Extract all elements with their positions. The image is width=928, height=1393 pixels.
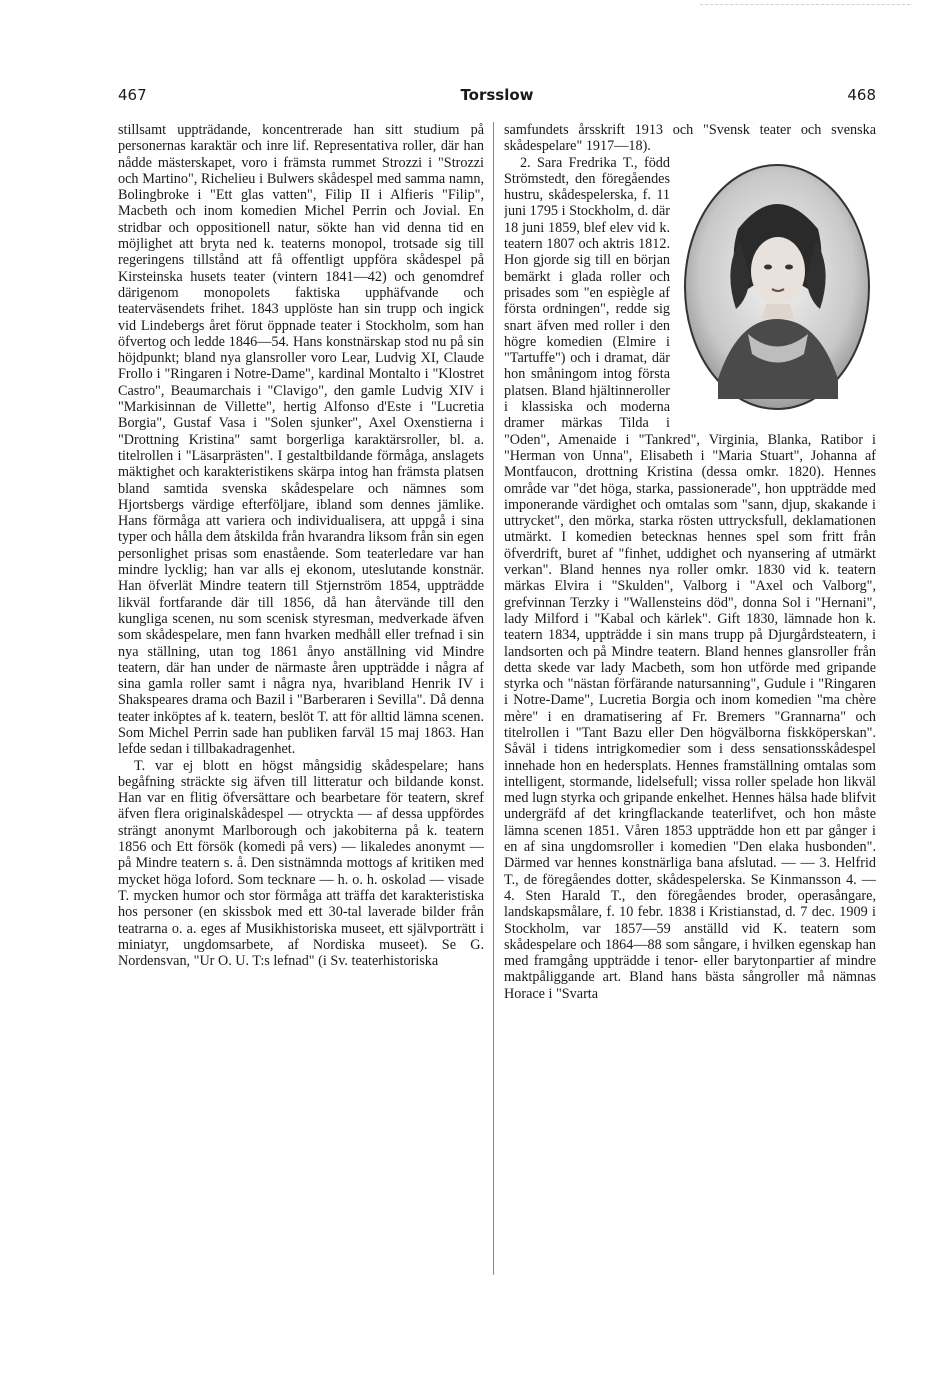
right-column — [504, 122, 876, 1282]
left-column — [118, 122, 484, 1282]
page-number-right: 468 — [847, 86, 876, 104]
page-number-left: 467 — [118, 86, 147, 104]
page-header — [118, 86, 876, 108]
left-paragraph-2: T. var ej blott en högst mångsidig skådespelare; hans begåfning sträckte sig äfven till litteratur och bildande konst. Han var en flitig öfversättare och bearbetare för teatern, skref äfven flera originalskådespel — otryckta — af dessa uppfördes strängt anonymt Marlborough och jakobiterna på k. teatern 1856 och Ett försök (komedi på vers) — likaledes anonymt — på Mindre teatern s. å. Den sistnämnda mottogs af kritiken med mycket höga loford. Som tecknare — h. o. h. oskolad — visade T. mycken humor och stor förmåga att träffa det karakteristiska hos personer (en skissbok med ett 30-tal laverade bilder från teatrarna o. a. eges af Musikhistoriska museet, ett självporträtt i miniatyr, ungdomsarbete, af Nordiska museet). Se G. Nordensvan, "Ur O. U. T:s lefnad" (i Sv. teaterhistoriska — [118, 757, 484, 970]
right-paragraph-1: samfundets årsskrift 1913 och "Svensk teater och svenska skådespelare" 1917—18). — [504, 122, 876, 155]
scan-edge-line — [700, 4, 910, 5]
right-paragraph-2: 2. Sara Fredrika T., född Strömstedt, den föregåendes hustru, skådespelerska, f. 11 juni 1795 i Stockholm, d. där 18 juni 1859, blef elev vid k. teatern 1807 och aktris 1812. Hon gjorde sig till en början bemärkt i glada roller och prisades som "en espiègle af första ordningen", redde sig snart äfven med roller i den högre komedien (Elmire i "Tartuffe") och i dramat, där hon småningom intog första platsen. Bland hjältinneroller i klassiska och moderna dramer märkas Tilda i "Oden", Amenaide i "Tankred", Virginia, Blanka, Ratibor i "Herman von Unna", Elisabeth i "Maria Stuart", Johanna af Montfaucon, drottning Kristina (dessa omkr. 1820). Hennes område var "det höga, starka, passionerade", hon uppträdde med imponerande värdighet och omtalas som "sann, djup, skakande i uttrycket", den mörka, starka rösten uttrycksfull, deklamationen utmärkt. I komedien betecknas hennes spel som fritt från öfverdrift, buret af "finhet, uddighet och nyansering af utmärkt verkan". Bland hennes nya roller omkr. 1830 vid k. teatern märkas Elvira i "Skulden", Valborg i "Axel och Valborg", grefvinnan Terzky i "Wallensteins död", donna Sol i "Hernani", lady Milford i "Kabal och kärlek". Gift 1830, lämnade hon k. teatern 1834, uppträdde i sin mans trupp på Djurgårdsteatern, i landsorten och på Mindre teatern. Bland hennes glansroller från detta skede var lady Macbeth, som hon utförde med gripande styrka och "nästan förfärande natursanning", Gudule i "Ringaren i Notre-Dame", Lucretia Borgia och inom komedien "ma chère mère" i en dramatisering af Fr. Bremers "Grannarna" och titelrollen i "Tant Bazu eller Den högvälborna fiskköperskan". Såväl i tidens intrigkomedier som i dess sensationsskådespel innehade hon en hedersplats. Hennes framställning omtalas som intelligent, stormande, lidelsefull; vissa roller spelade hon likväl med lugn styrka och gripande enkelhet. Hennes hälsa hade blifvit undergräfd af det kringflackande teaterlifvet, och hon måste lämna scenen 1851. Våren 1853 uppträdde hon ett par gånger i en af sina ungdomsroller i komedien "Den elaka husbonden". Därmed var hennes konstnärliga bana afslutad. — — 3. Helfrid T., de föregåendes dotter, skådespelerska. Se Kinmansson 4. — 4. Sten Harald T., den föregåendes broder, operasångare, landskapsmålare, f. 10 febr. 1838 i Kristianstad, d. 7 dec. 1909 i Stockholm, var 1857—59 anställd vid K. teatern som skådespelare och 1864—88 som sångare, i hvilken egenskap han med framgång uppträdde i tenor- eller barytonpartier af mindre maktpåliggande art. Bland hans bästa sångroller må nämnas Horace i "Svarta — [504, 154, 876, 1002]
left-paragraph-1: stillsamt uppträdande, koncentrerade han sitt studium på personernas karaktär och inre lif. Representativa roller, där han nådde mästerskapet, voro i främsta rummet Strozzi i "Strozzi och Martino", Richelieu i Bulwers skådespel med samma namn, Bolingbroke i "Ett glas vatten", Filip II i Alfieris "Filip", Macbeth och inom komedien Michel Perrin och Jovial. En stridbar och oppositionell natur, sökte han vid denna tid en möjlighet att bryta ned k. teaterns monopol, trotsade sig till regeringens tillstånd att få offentligt uppföra skådespel på Kirsteinska husets teater (vintern 1841—42) och genomdref därigenom monopolets faktiska upphäfvande och teaterväsendets frihet. 1843 upplöste han sin trupp och ingick vid Lindebergs året förut öppnade teater i Stockholm, som han öfvertog och ledde 1846—54. Hans konstnärskap stod nu på sin höjdpunkt; bland nya glansroller voro Lear, Ludvig XI, Claude Frollo i "Ringaren i Notre-Dame", kardinal Montalto i "Klostret Castro", Beaumarchais i "Clavigo", den gamle Ludvig XIV i "Markisinnan de Villette", hertig Alfonso d'Este i "Lucretia Borgia", Gustaf Vasa i "Solen sjunker", Axel Oxenstierna i "Drottning Kristina" samt borgerliga karaktärsroller, bl. a. titelrollen i "Läsarprästen". I gestaltbildande förmåga, anslagets mäktighet och karakteristikens skärpa intog han främsta platsen bland samtida svenska skådespelare och nämnes som Hjortsbergs värdige efterföljare, ibland som dennes jämlike. Hans förmåga att variera och individualisera, att uppgå i sina typer och hålla dem åtskilda från hvarandra liksom från sin egen personlighet prisas som enastående. Som teaterledare var han mindre lycklig; han var alls ej ekonom, uteslutande konstnär. Han öfverlät Mindre teatern till Stjernström 1854, uppträdde likväl fortfarande där till 1856, då han återvände till den kungliga scenen, nu som scenisk styresman, medverkade äfven som skådespelare, men fann hvarken medhåll eller trefnad i sin nya ställning, utan tog 1861 ånyo anställning vid Mindre teatern, där han under de närmaste åren uppträdde i några af sina gamla roller samt i några nya, hvaribland Henrik IV i Shakspeares drama och Bazil i "Barberaren i Sevilla". Då denna teater inköptes af k. teatern, beslöt T. att för alltid lämna scenen. Som Michel Perrin sade han publiken farväl 15 maj 1863. Han lefde sedan i tillbakadragenhet. — [118, 122, 484, 758]
column-divider — [493, 122, 494, 1275]
portrait-image — [678, 159, 876, 415]
portrait-oval-icon — [678, 159, 876, 415]
running-title: Torsslow — [460, 86, 534, 104]
